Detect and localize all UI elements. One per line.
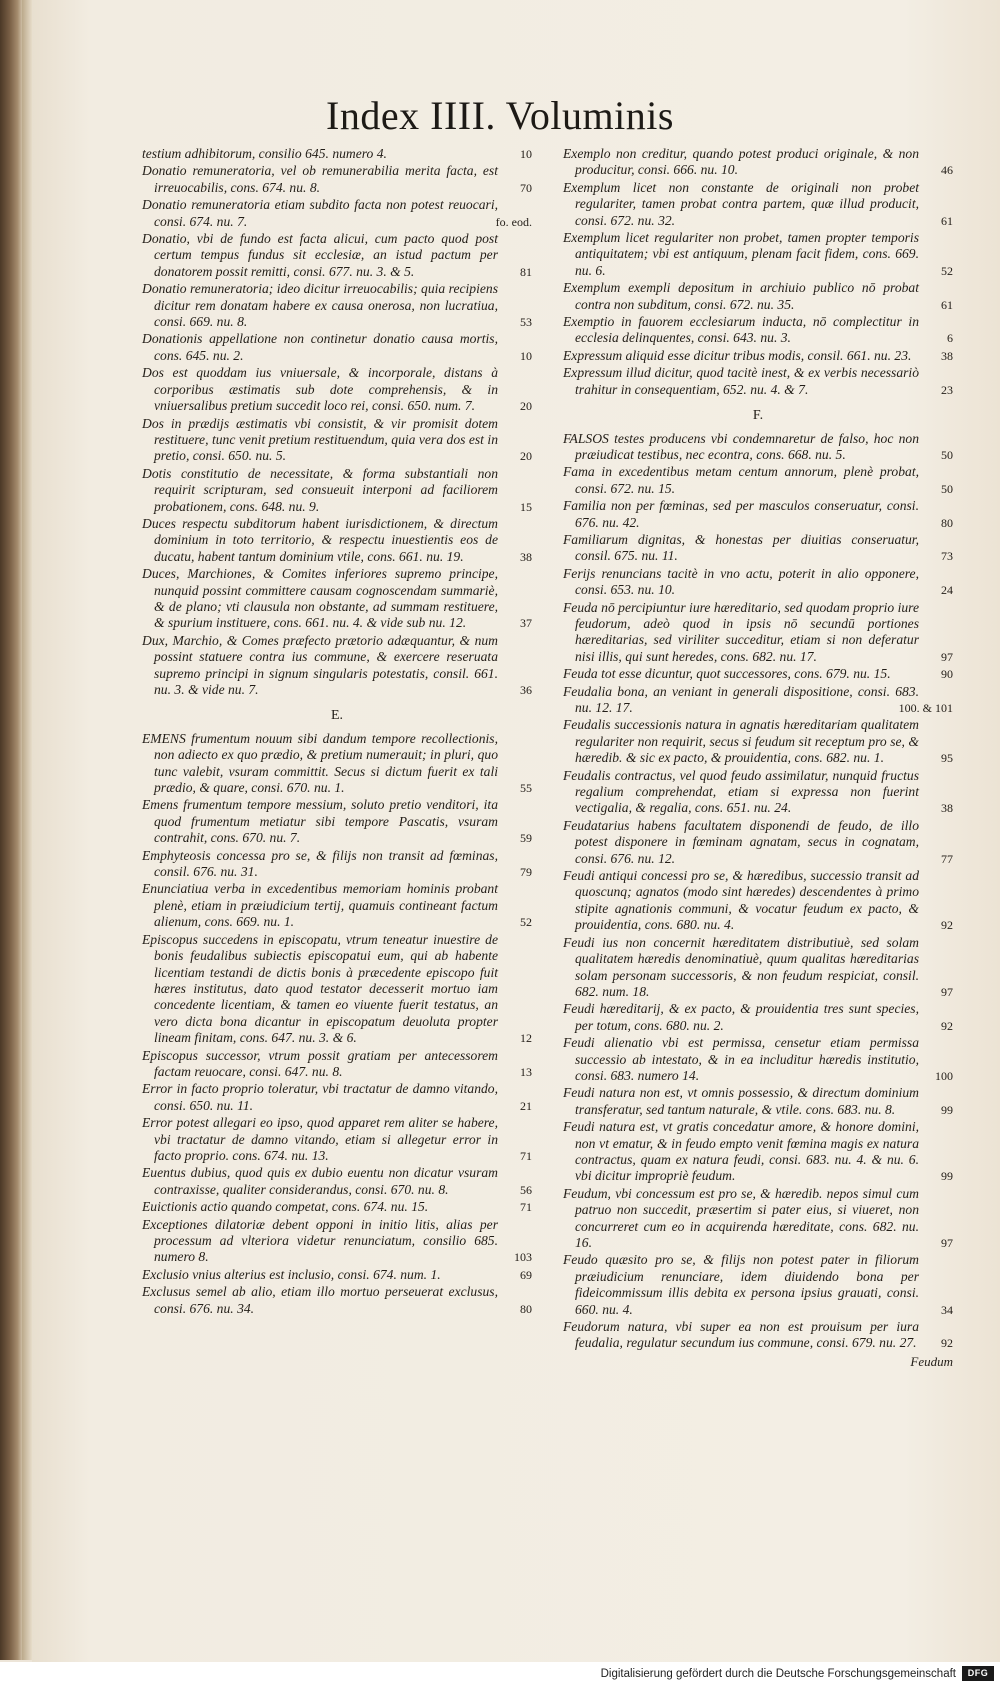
index-entry-text: Episcopus successor, vtrum possit gratiam per antecessorem factam reuocare, consi. 647. nu. 8. (142, 1047, 498, 1079)
index-entry-text: Episcopus succedens in episcopatu, vtrum teneatur inuestire de bonis feudalibus subiectis episcopatui eum, qui ab habente licentiam testandi de dictis bonis à præcedente episcopo fuit hæres institutus, dato quod testator decesserit mortuo iam concedente licentiam, & tamen eo viuente fuerit testatus, an vero dicta bona dicantur in episcopatum deuoluta propter lineam finitam, cons. 647. nu. 3. & 6. (142, 931, 498, 1046)
index-entry (142, 197, 532, 230)
index-entry-text: Exceptiones dilatoriæ debent opponi in initio litis, alias per processum ad vlteriora videtur renunciatum, consilio 685. numero 8. (142, 1216, 498, 1265)
index-entry-text: testium adhibitorum, consilio 645. numero 4. (142, 146, 387, 161)
index-entry (563, 146, 953, 179)
index-entry-text: Enunciatiua verba in excedentibus memoriam hominis probant plenè, etiam in præiudicium tertij, quamuis contineant factum alienum, cons. 669. nu. 1. (142, 881, 498, 930)
index-entry (142, 1199, 532, 1215)
index-entry-page: 38 (520, 549, 532, 564)
index-entry-text: Dotis constitutio de necessitate, & forma substantiali non requirit scripturam, sed consueuit interponi ad faciliorem probationem, cons. 648. nu. 9. (142, 465, 498, 514)
index-entry (563, 717, 953, 766)
index-entry-text: Feuda nō percipiuntur iure hæreditario, sed quodam proprio iure feudorum, adeò quod in ipsis nō secundū portiones hæreditarias, sed viriliter succeditur, etiam si non deferatur nisi illis, qui sunt heredes, cons. 682. nu. 17. (563, 599, 919, 664)
index-entry-text: Exclusus semel ab alio, etiam illo mortuo perseuerat exclusus, consi. 676. nu. 34. (142, 1284, 498, 1316)
index-entry-page: 77 (941, 851, 953, 866)
index-entry (563, 348, 953, 364)
index-entry-page: 80 (520, 1301, 532, 1316)
index-entry (563, 1319, 953, 1352)
index-entry-page: 92 (941, 918, 953, 933)
index-entry-text: Familiarum dignitas, & honestas per diuitias conseruatur, consil. 675. nu. 11. (563, 531, 919, 564)
index-entry-page: 36 (520, 683, 532, 697)
index-entry (142, 881, 532, 930)
footer-credit-text: Digitalisierung gefördert durch die Deutsche Forschungsgemeinschaft (600, 1668, 956, 1680)
index-entry (563, 464, 953, 497)
index-entry-page: 99 (941, 1102, 953, 1117)
index-entry (563, 818, 953, 867)
index-entry-text: Dos in prædijs æstimatis vbi consistit, & vir promisit dotem restituere, tunc venit pretium restituendum, quia vera dos est in pretio, consi. 650. nu. 5. (142, 415, 498, 464)
index-entry-page: 53 (520, 315, 532, 330)
index-entry (142, 231, 532, 280)
section-letter: F. (752, 408, 764, 424)
index-entry-text: Feudi antiqui concessi pro se, & hæredibus, successio transit ad quoscunq; agnatos (modo sint hæredes) descendentes à primo stipite agnationis communi, & vocatur feudum ex pacto, & prouidentia, cons. 680. nu. 4. (563, 868, 919, 933)
index-entry (563, 1035, 953, 1084)
index-entry-text: Duces, Marchiones, & Comites inferiores supremo principe, nunquid possint committere causam cognoscendam summariè, & de plano; vti clausula non obstante, ad summam restituere, & spurium instituere, cons. 661. nu. 4. & vide sub nu. 12. (142, 566, 498, 631)
index-entry-text: Exemplo non creditur, quando potest produci originale, & non producitur, consi. 666. nu. 10. (563, 146, 919, 178)
index-entry-text: FALSOS testes producens vbi condemnaretur de falso, hoc non præiudicat testibus, nec econtra, cons. 668. nu. 5. (563, 430, 919, 462)
right-index-column (563, 146, 953, 1370)
index-entry-page: 73 (941, 549, 953, 564)
index-entry (563, 666, 953, 682)
index-entry-page: 100 (935, 1068, 953, 1083)
left-index-column (142, 146, 532, 1318)
index-entry-text: Feudo quæsito pro se, & filijs non potest pater in filiorum præiudicium renunciare, idem diuidendo bona per fideicommissum illis debita ex persona ipsius grauati, consi. 660. nu. 4. (563, 1252, 919, 1317)
index-entry-text: Donationis appellatione non continetur donatio causa mortis, cons. 645. nu. 2. (142, 331, 498, 363)
index-entry-page: 23 (941, 382, 953, 397)
index-entry-page: 70 (520, 180, 532, 195)
index-entry-text: Feudi natura est, vt gratis concedatur amore, & honore domini, non vt ematur, & in feudo empto venit fœmina magis ex natura contractus, quam ex natura feudi, consi. 683. nu. 4. & nu. 6. vbi dicitur impropriè feudum. (563, 1119, 919, 1184)
index-entry (563, 532, 953, 565)
index-entry-text: Euentus dubius, quod quis ex dubio euentu non dicatur vsuram contraxisse, qualiter considerandus, consi. 670. nu. 8. (142, 1165, 498, 1197)
index-entry-page: 69 (520, 1267, 532, 1282)
index-entry-page: 12 (520, 1031, 532, 1046)
index-entry-page: 24 (941, 583, 953, 598)
index-entry-text: Expressum aliquid esse dicitur tribus modis, consil. 661. nu. 23. (563, 347, 912, 363)
index-entry-page: 38 (941, 801, 953, 816)
index-entry (142, 146, 532, 162)
index-entry-page: 55 (520, 781, 532, 796)
index-entry-text: Feudum, vbi concessum est pro se, & hæredib. nepos simul cum patruo non succedit, præsertim si pater eius, si viueret, non concurreret cum eo in acquirenda hæreditate, cons. 682. nu. 16. (563, 1185, 919, 1250)
index-entry-text: Feudatarius habens facultatem disponendi de feudo, de illo potest disponere in fœminam agnatam, secus in cognatam, consi. 676. nu. 12. (563, 817, 919, 866)
index-entry-text: Feudi ius non concernit hæreditatem distributiuè, sed solam qualitatem hæredis denominatiuè, quum qualitas hæreditarias solam personam successoris, & non feudum respiciat, consil. 682. num. 18. (563, 934, 919, 999)
index-entry-page: 20 (520, 449, 532, 464)
index-entry (563, 365, 953, 398)
index-entry-text: Familia non per fœminas, sed per masculos conseruatur, consi. 676. nu. 42. (563, 498, 919, 530)
index-entry-text: Error potest allegari eo ipso, quod apparet rem aliter se habere, vbi tractatur de damno vitando, etiam si allegetur error in facto proprio. cons. 674. nu. 13. (142, 1115, 498, 1163)
index-entry-page: 95 (941, 751, 953, 766)
index-entry-page: 59 (520, 831, 532, 846)
index-entry (563, 1186, 953, 1252)
index-entry-page: 99 (941, 1169, 953, 1184)
index-entry (142, 331, 532, 364)
index-entry (142, 516, 532, 565)
index-entry-text: Feuda tot esse dicuntur, quot successores, cons. 679. nu. 15. (563, 666, 891, 682)
index-entry-text: Dos est quoddam ius vniuersale, & incorporale, distans à corporibus æstimatis sub dote comprehensis, & in vniuersalibus pretium succedit loco rei, consi. 650. num. 7. (142, 365, 498, 414)
index-entry (142, 566, 532, 632)
index-entry-text: Error in facto proprio toleratur, vbi tractatur de damno vitando, consi. 650. nu. 11. (142, 1081, 498, 1113)
index-entry-text: Donatio remuneratoria; ideo dicitur irreuocabilis; quia recipiens dicitur rem donatam habere ex causa onerosa, non lucratiua, consi. 669. nu. 8. (142, 281, 498, 330)
index-entry (563, 431, 953, 464)
index-entry (563, 1119, 953, 1185)
index-entry-text: Feudi hæreditarij, & ex pacto, & prouidentia tres sunt species, per totum, cons. 680. nu. 2. (563, 1001, 919, 1033)
index-entry-text: Exclusio vnius alterius est inclusio, consi. 674. num. 1. (142, 1266, 441, 1282)
index-entry (142, 1267, 532, 1283)
index-entry (563, 600, 953, 666)
index-entry-page: 81 (520, 264, 532, 279)
index-entry-page: 61 (941, 297, 953, 312)
dfg-logo: DFG (962, 1666, 994, 1681)
index-entry-page: 56 (520, 1182, 532, 1197)
index-entry-text: Fama in excedentibus metam centum annorum, plenè probat, consi. 672. nu. 15. (563, 464, 919, 496)
index-entry-page: 13 (520, 1064, 532, 1079)
index-entry-text: Exemplum exempli depositum in archiuio publico nō probat contra non subditum, consi. 672. nu. 35. (563, 280, 919, 312)
index-entry-page: 21 (520, 1098, 532, 1113)
index-entry (563, 1001, 953, 1034)
index-entry (142, 1165, 532, 1198)
index-entry-page: 71 (520, 1200, 532, 1215)
index-entry (563, 280, 953, 313)
index-entry-page: 100. & 101 (898, 701, 953, 715)
index-entry-page: fo. eod. (495, 214, 532, 229)
index-entry-text: Exemplum licet regulariter non probet, tamen propter temporis antiquitatem; vbi est antiquum, plenam facit fidem, cons. 669. nu. 6. (563, 230, 919, 278)
index-entry (563, 1252, 953, 1318)
index-entry-text: Ferijs renuncians tacitè in vno actu, poterit in alio opponere, consi. 653. nu. 10. (563, 565, 919, 598)
index-entry (142, 1284, 532, 1317)
index-entry (142, 466, 532, 515)
index-entry (563, 498, 953, 531)
index-entry-page: 34 (941, 1302, 953, 1317)
index-entry-text: Donatio remuneratoria etiam subdito facta non potest reuocari, consi. 674. nu. 7. (142, 197, 498, 229)
index-entry-page: 10 (520, 348, 532, 363)
index-entry-page: 46 (941, 163, 953, 178)
index-entry-page: 15 (520, 499, 532, 514)
index-entry (142, 281, 532, 330)
index-entry (563, 868, 953, 934)
index-entry (142, 797, 532, 846)
index-entry-text: Donatio, vbi de fundo est facta alicui, cum pacto quod post certum tempus fundus sit ecclesiæ, an istud pactum per donatorem possit remitti, consi. 677. nu. 3. & 5. (142, 231, 498, 279)
index-entry (563, 230, 953, 279)
index-entry (142, 163, 532, 196)
index-entry-text: Euictionis actio quando competat, cons. 674. nu. 15. (142, 1199, 429, 1215)
index-entry (142, 1048, 532, 1081)
digitization-footer (0, 1662, 1000, 1686)
catchword: Feudum (910, 1353, 953, 1369)
index-entry-text: EMENS frumentum nouum sibi dandum tempore recollectionis, non adiecto ex quo prædio, & pretium numerauit; in pluri, quo tunc valebit, vsuram committit. Secus si dictum fuerit ex tali prædio, & quare, consi. 670. nu. 1. (142, 730, 498, 796)
index-entry-page: 6 (947, 331, 953, 346)
index-entry-text: Feudalis successionis natura in agnatis hæreditariam qualitatem regulariter non requirit, secus si feudum sit receptum pro se, & hæredib. & sic ex pacto, & prouidentia, cons. 682. nu. 1. (563, 717, 919, 766)
index-entry (142, 848, 532, 881)
index-entry-page: 80 (941, 515, 953, 530)
index-entry (142, 416, 532, 465)
index-entry-page: 92 (941, 1336, 953, 1351)
index-entry-text: Exemplum licet non constante de originali non probet regulariter, tamen probat contra partem, quæ illud producit, consi. 672. nu. 32. (563, 179, 919, 228)
index-entry-text: Dux, Marchio, & Comes præfecto prætorio adæquantur, & num possint statuere contra ius commune, & exercere reseruata supremo principi in signum singularis potestatis, consil. 661. nu. 3. & vide nu. 7. (142, 632, 498, 697)
section-letter: E. (330, 708, 344, 724)
index-entry (563, 566, 953, 599)
index-entry (142, 1217, 532, 1266)
page-edge (22, 0, 32, 1660)
index-entry-page: 61 (941, 213, 953, 228)
index-entry-page: 92 (941, 1018, 953, 1033)
index-entry-page: 71 (520, 1148, 532, 1163)
index-entry-text: Feudi alienatio vbi est permissa, censetur etiam permissa successio ab intestato, & in ea includitur hæredis institutio, consi. 683. numero 14. (563, 1035, 919, 1083)
index-entry (563, 314, 953, 347)
index-entry (142, 1115, 532, 1164)
index-entry-text: Donatio remuneratoria, vel ob remunerabilia merita facta, est irreuocabilis, cons. 674. nu. 8. (142, 163, 498, 195)
index-entry-page: 10 (520, 147, 532, 161)
index-entry-page: 52 (520, 915, 532, 930)
index-entry-page: 97 (941, 984, 953, 999)
book-binding (0, 0, 22, 1660)
index-entry-text: Feudorum natura, vbi super ea non est prouisum per iura feudalia, regulatur secundum ius commune, consi. 679. nu. 27. (563, 1319, 919, 1351)
index-entry (142, 932, 532, 1047)
index-entry-text: Emens frumentum tempore messium, soluto pretio venditori, ita quod frumentum metiatur sibi tempore Pascatis, vsuram contrahit, cons. 670. nu. 7. (142, 797, 498, 846)
index-entry-text: Emphyteosis concessa pro se, & filijs non transit ad fœminas, consil. 676. nu. 31. (142, 847, 498, 880)
page-heading: Index IIII. Voluminis (326, 93, 674, 138)
index-entry-page: 52 (941, 263, 953, 278)
index-entry-page: 103 (514, 1250, 532, 1265)
index-entry-text: Expressum illud dicitur, quod tacitè inest, & ex verbis necessariò trahitur in consequentiam, 652. nu. 4. & 7. (563, 365, 919, 397)
index-entry-page: 90 (941, 667, 953, 682)
index-entry (142, 1081, 532, 1114)
index-entry (563, 768, 953, 817)
index-entry-text: Exemptio in fauorem ecclesiarum inducta, nō complectitur in ecclesia delinquentes, consi. 643. nu. 3. (563, 314, 919, 346)
index-entry-text: Duces respectu subditorum habent iurisdictionem, & directum dominium in toto territorio, & respectu inuestientis eos de ducatu, habent tantum dominium vtile, cons. 661. nu. 19. (142, 515, 498, 564)
index-entry-page: 20 (520, 399, 532, 414)
index-entry-page: 50 (941, 447, 953, 462)
index-entry (563, 684, 953, 717)
index-entry (142, 731, 532, 797)
index-entry-page: 97 (941, 1236, 953, 1250)
index-entry-page: 38 (941, 348, 953, 363)
index-entry-page: 50 (941, 481, 953, 496)
index-entry-page: 37 (520, 616, 532, 631)
index-entry-text: Feudalis contractus, vel quod feudo assimilatur, nunquid fructus regalium comprehendat, etiam si expressa non fuerint vectigalia, & regalia, cons. 651. nu. 24. (563, 767, 919, 816)
index-entry (563, 935, 953, 1001)
index-entry-text: Feudi natura non est, vt omnis possessio, & directum dominium transferatur, sed tantum naturale, & vtile. cons. 683. nu. 8. (563, 1085, 919, 1117)
index-entry-page: 79 (520, 865, 532, 880)
index-entry (142, 633, 532, 699)
index-entry (563, 1085, 953, 1118)
index-entry-page: 97 (941, 649, 953, 664)
index-entry-text: Feudalia bona, an veniant in generali dispositione, consi. 683. nu. 12. 17. (563, 683, 919, 715)
index-entry (142, 365, 532, 414)
index-entry (563, 180, 953, 229)
